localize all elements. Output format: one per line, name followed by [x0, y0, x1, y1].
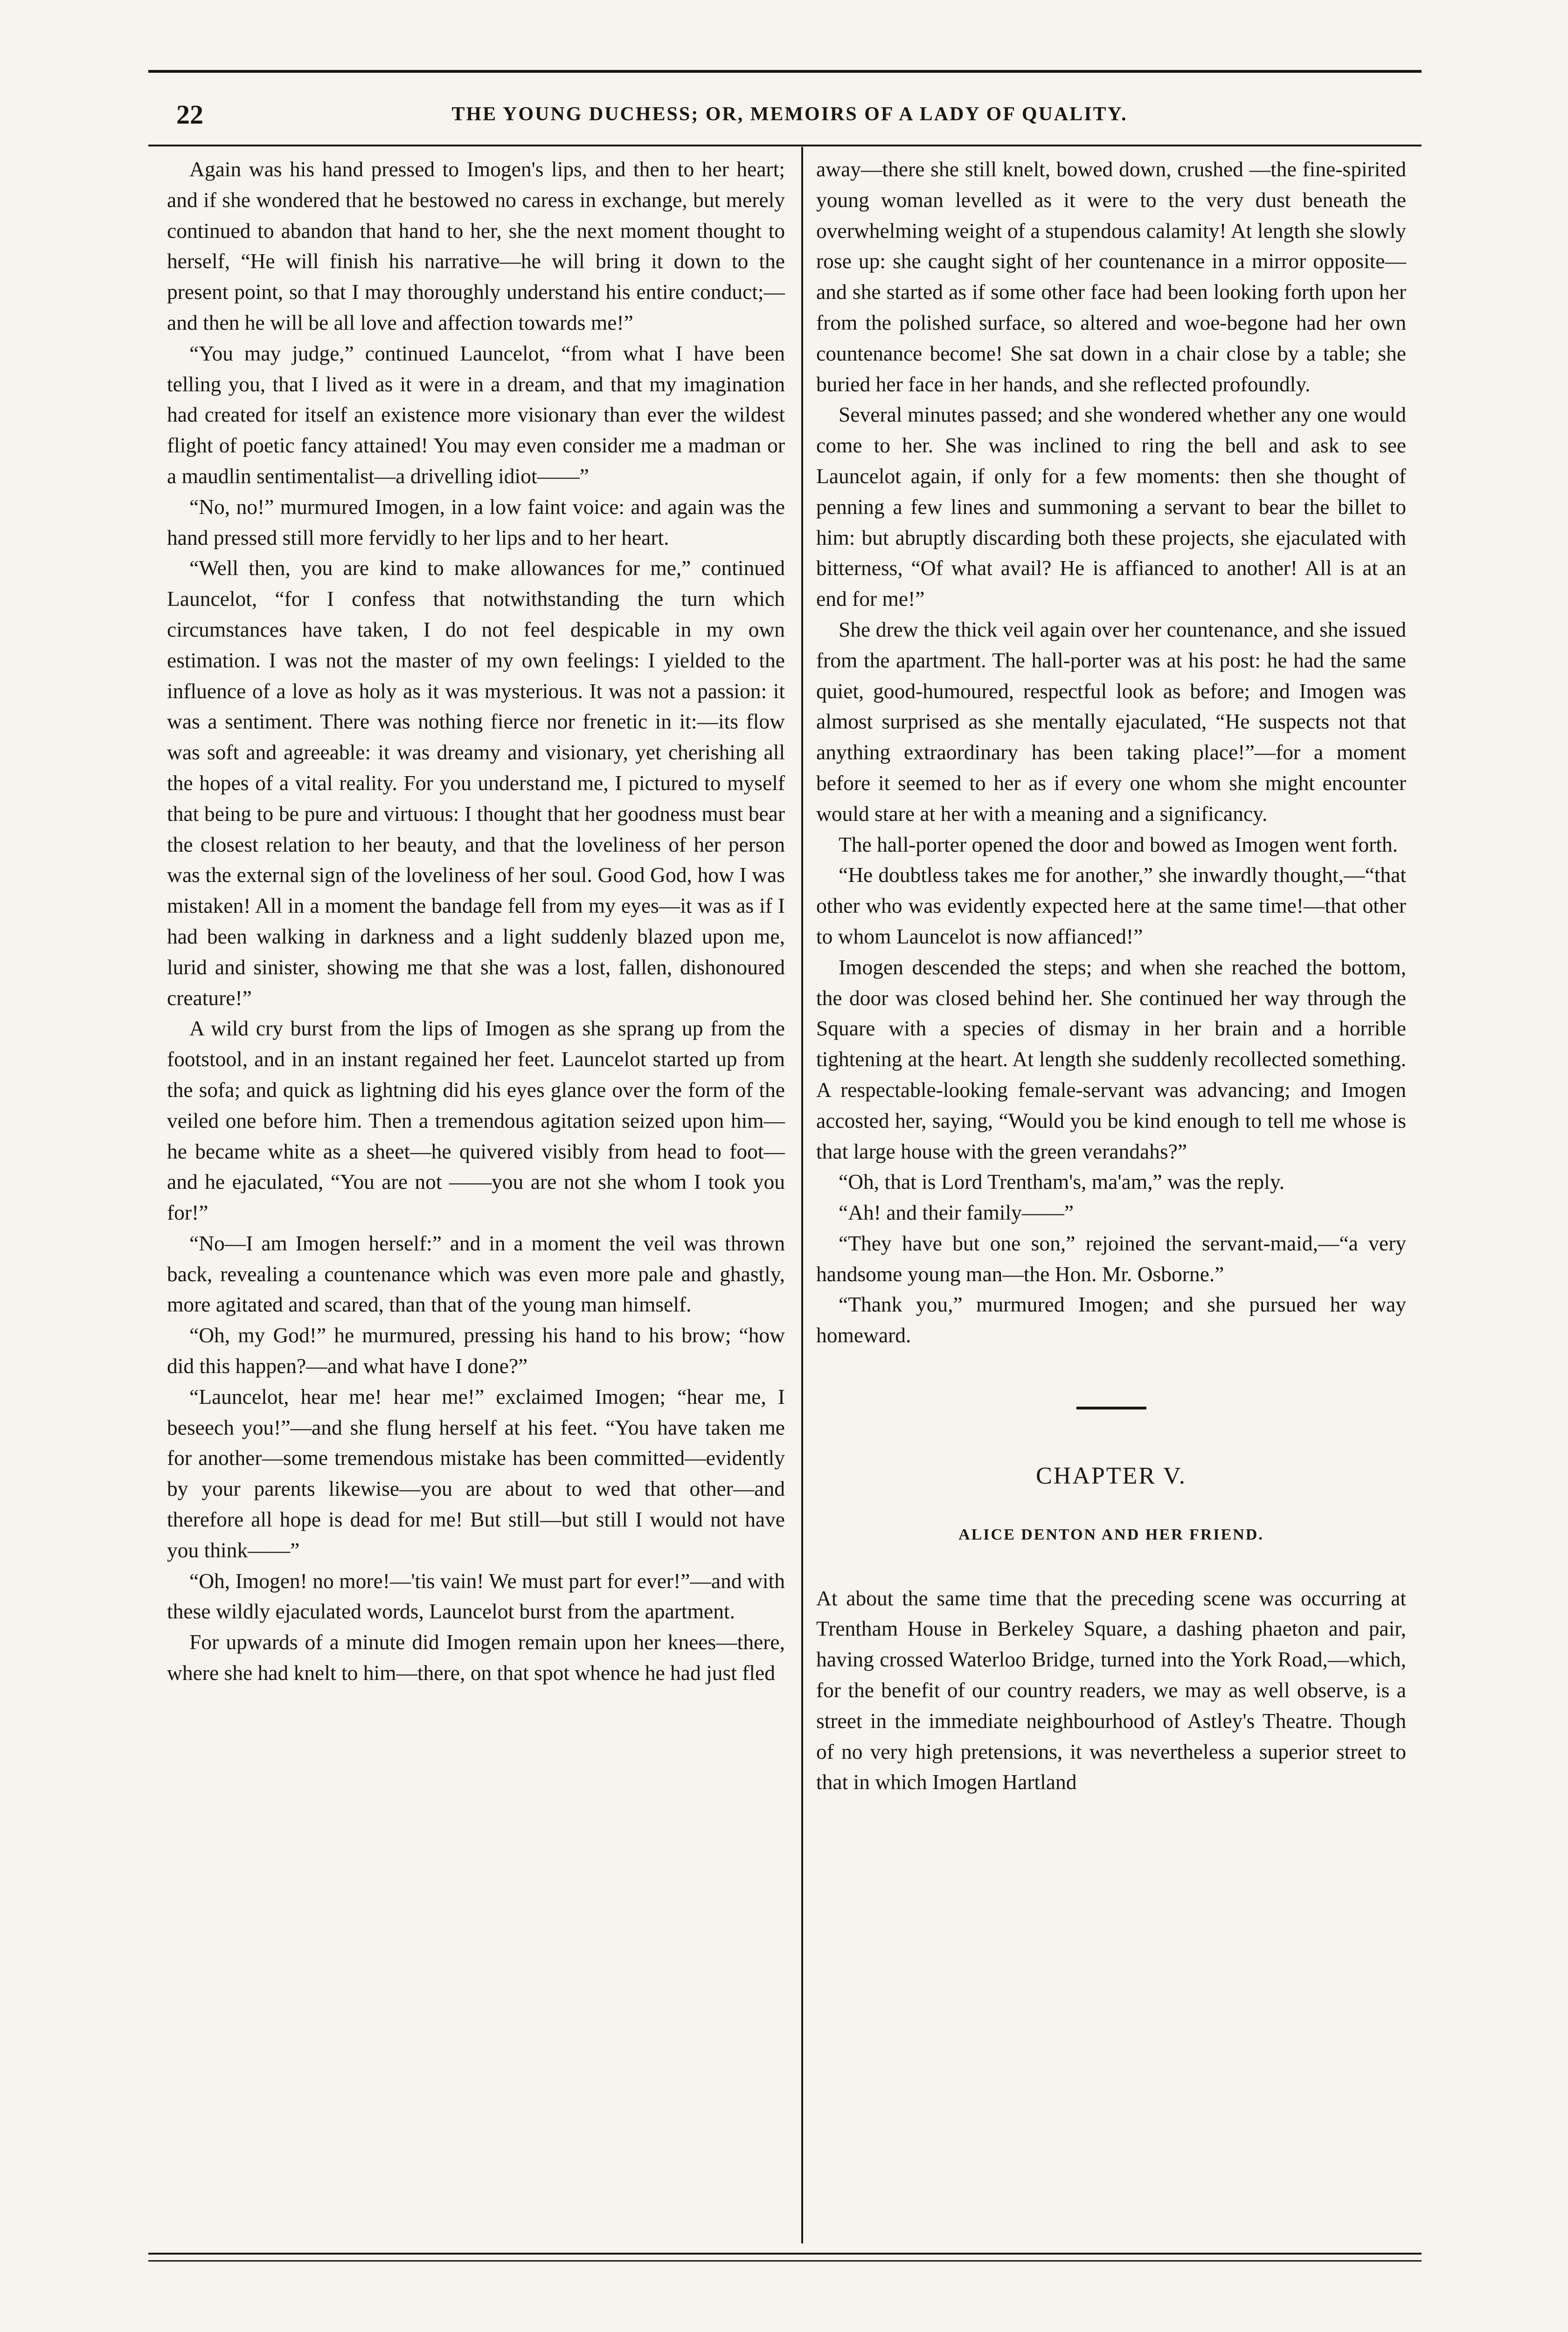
top-rule [148, 70, 1422, 73]
paragraph: “Oh, that is Lord Trentham's, ma'am,” was the reply. [839, 1170, 1285, 1194]
paragraph: Imogen descended the steps; and when she reached the bottom, the door was closed behind her. She continued her way through the Square with a species of dismay in her brain and a horrible tightening at the heart. At length she suddenly recollected something. A respectable-looking female-servant was advancing; and Imogen accosted her, saying, “Would you be kind enough to tell me whose is that large house with the green verandahs?” [816, 955, 1406, 1163]
page [148, 70, 1422, 2332]
paragraph: “No—I am Imogen herself:” and in a moment the veil was thrown back, revealing a countenance which was even more pale and ghastly, more agitated and scared, than that of the young man himself. [167, 1231, 785, 1317]
header-rule [148, 145, 1422, 146]
paragraph: She drew the thick veil again over her countenance, and she issued from the apartment. The hall-porter was at his post: he had the same quiet, good-humoured, respectful look as before; and Imogen was almost surprised as she mentally ejaculated, “He suspects not that anything extraordinary has been taking place!”—for a moment before it seemed to her as if every one whom she might encounter would stare at her with a meaning and a significancy. [816, 617, 1406, 826]
paragraph: “Thank you,” murmured Imogen; and she pursued her way homeward. [816, 1292, 1406, 1347]
paragraph: “You may judge,” continued Launcelot, “from what I have been telling you, that I lived as it were in a dream, and that my imagination had created for itself an existence more visionary than ever the wildest flight of poetic fancy attained! You may even consider me a madman or a maudlin sentimentalist—a drivelling idiot——” [167, 341, 785, 488]
page-number: 22 [176, 99, 203, 130]
paragraph: “Oh, Imogen! no more!—'tis vain! We must part for ever!”—and with these wildly ejaculated words, Launcelot burst from the apartment. [167, 1569, 785, 1624]
paragraph: For upwards of a minute did Imogen remain upon her knees—there, where she had knelt to him—there, on that spot whence he had just fled [167, 1630, 785, 1685]
paragraph: Again was his hand pressed to Imogen's lips, and then to her heart; and if she wondered that he bestowed no caress in exchange, but merely continued to abandon that hand to her, she the next moment thought to herself, “He will finish his narrative—he will bring it down to the present point, so that I may thoroughly understand his entire conduct;—and then he will be all love and affection towards me!” [167, 157, 785, 334]
column-divider [801, 147, 803, 2243]
paragraph: At about the same time that the preceding scene was occurring at Trentham House in Berkeley Square, a dashing phaeton and pair, having crossed Waterloo Bridge, turned into the York Road,—which, for the benefit of our country readers, we may as well observe, is a street in the immediate neighbourhood of Astley's Theatre. Though of no very high pretensions, it was nevertheless a superior street to that in which Imogen Hartland [816, 1586, 1406, 1794]
paragraph: Several minutes passed; and she wondered whether any one would come to her. She was inclined to ring the bell and ask to see Launcelot again, if only for a few moments: then she thought of penning a few lines and summoning a servant to bear the billet to him: but abruptly discarding both these projects, she ejaculated with bitterness, “Of what avail? He is affianced to another! All is at an end for me!” [816, 403, 1406, 611]
left-column [167, 154, 785, 1688]
chapter-title: CHAPTER V. [1036, 1463, 1186, 1490]
chapter-separator [1076, 1407, 1146, 1409]
paragraph: “Launcelot, hear me! hear me!” exclaimed Imogen; “hear me, I beseech you!”—and she flung herself at his feet. “You have taken me for another—some tremendous mistake has been committed—evidently by your parents likewise—you are about to wed that other—and therefore all hope is dead for me! But still—but still I would not have you think——” [167, 1384, 785, 1562]
paragraph: “He doubtless takes me for another,” she inwardly thought,—“that other who was evidently expected here at the same time!—that other to whom Launcelot is now affianced!” [816, 863, 1406, 948]
running-title: THE YOUNG DUCHESS; OR, MEMOIRS OF A LADY OF QUALITY. [451, 104, 1128, 125]
right-column [816, 154, 1406, 1798]
paragraph: “No, no!” murmured Imogen, in a low faint voice: and again was the hand pressed still more fervidly to her lips and to her heart. [167, 494, 785, 549]
bottom-rule-double [148, 2260, 1422, 2262]
page-header [176, 93, 1403, 135]
paragraph: away—there she still knelt, bowed down, crushed —the fine-spirited young woman levelled as it were to the very dust beneath the overwhelming weight of a stupendous calamity! At length she slowly rose up: she caught sight of her countenance in a mirror opposite—and she started as if some other face had been looking forth upon her from the polished surface, so altered and woe-begone had her own countenance become! She sat down in a chair close by a table; she buried her face in her hands, and she reflected profoundly. [816, 157, 1406, 396]
paragraph: “Oh, my God!” he murmured, pressing his hand to his brow; “how did this happen?—and what have I done?” [167, 1323, 785, 1378]
chapter-subtitle: ALICE DENTON AND HER FRIEND. [958, 1526, 1264, 1543]
paragraph: “Well then, you are kind to make allowances for me,” continued Launcelot, “for I confess that notwithstanding the turn which circumstances have taken, I do not feel despicable in my own estimation. I was not the master of my own feelings: I yielded to the influence of a love as holy as it was mysterious. It was not a passion: it was a sentiment. There was nothing fierce nor frenetic in it:—its flow was soft and agreeable: it was dreamy and visionary, yet cherishing all the hopes of a vital reality. For you understand me, I pictured to myself that being to be pure and virtuous: I thought that her goodness must bear the closest relation to her beauty, and that the loveliness of her person was the external sign of the loveliness of her soul. Good God, how I was mistaken! All in a moment the bandage fell from my eyes—it was as if I had been walking in darkness and a light suddenly blazed upon me, lurid and sinister, showing me that she was a lost, fallen, dishonoured creature!” [167, 556, 785, 1010]
paragraph: “They have but one son,” rejoined the servant-maid,—“a very handsome young man—the Hon. Mr. Osborne.” [816, 1231, 1406, 1286]
bottom-rule [148, 2253, 1422, 2255]
paragraph: A wild cry burst from the lips of Imogen as she sprang up from the footstool, and in an instant regained her feet. Launcelot started up from the sofa; and quick as lightning did his eyes glance over the form of the veiled one before him. Then a tremendous agitation seized upon him—he became white as a sheet—he quivered visibly from head to foot—and he ejaculated, “You are not ——you are not she whom I took you for!” [167, 1016, 785, 1225]
paragraph: The hall-porter opened the door and bowed as Imogen went forth. [839, 832, 1398, 856]
paragraph: “Ah! and their family——” [839, 1201, 1074, 1225]
